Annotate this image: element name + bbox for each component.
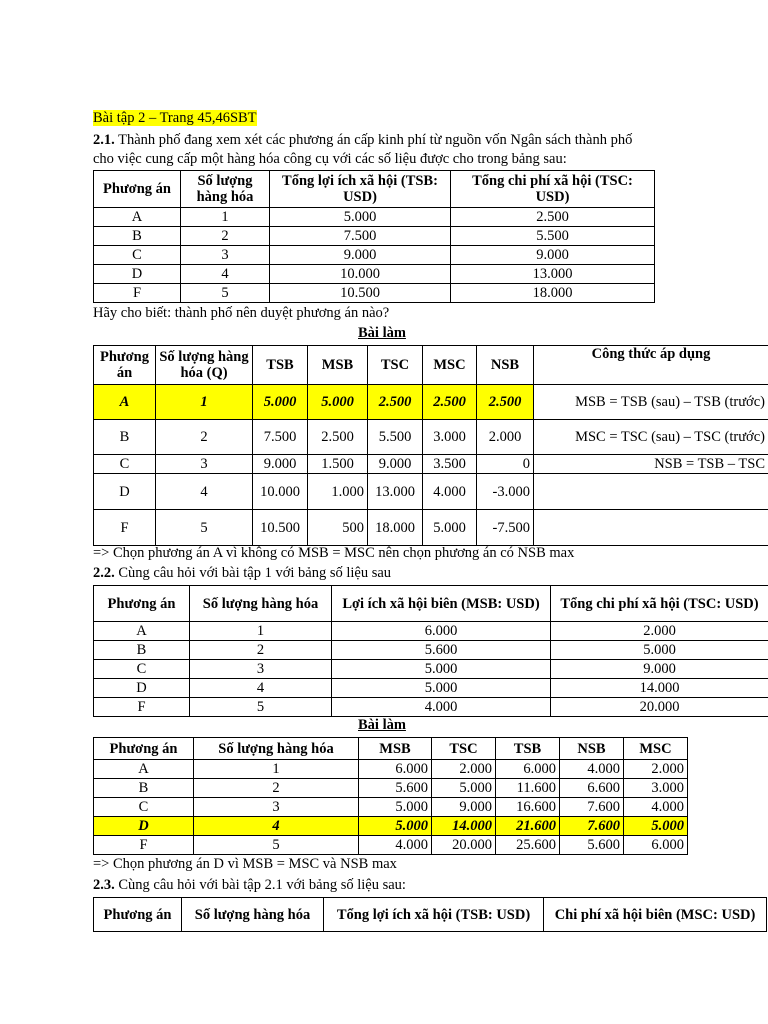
- table-cell: C: [94, 660, 190, 679]
- col-header: Số lượng hàng hóa: [194, 738, 359, 760]
- col-header: Công thức áp dụng: [534, 346, 768, 385]
- table-cell: 5.600: [560, 836, 624, 855]
- table-cell: 5.000: [359, 817, 432, 836]
- table-cell: 18.000: [451, 284, 655, 303]
- table-cell: 9.000: [551, 660, 768, 679]
- table-row: [94, 698, 768, 717]
- table-row: [94, 227, 655, 246]
- col-header: MSC: [423, 346, 477, 385]
- table-row: [94, 798, 688, 817]
- table-cell: 13.000: [368, 474, 423, 510]
- table-cell: A: [94, 760, 194, 779]
- table-cell: 4: [194, 817, 359, 836]
- table-2-3-data: [93, 897, 767, 932]
- col-header: Số lượng hàng hóa (Q): [156, 346, 253, 385]
- table-cell: 1.500: [308, 455, 368, 474]
- solution-heading-1: Bài làm: [358, 325, 406, 341]
- table-cell: F: [94, 836, 194, 855]
- table-cell: 9.000: [253, 455, 308, 474]
- table-cell: 10.500: [270, 284, 451, 303]
- table-cell: A: [94, 385, 156, 420]
- table-cell: 2.500: [451, 208, 655, 227]
- table-cell: D: [94, 265, 181, 284]
- table-cell: D: [94, 817, 194, 836]
- table-cell: 2.000: [432, 760, 496, 779]
- table-cell: 9.000: [368, 455, 423, 474]
- table-cell: 5.000: [624, 817, 688, 836]
- col-header: TSC: [432, 738, 496, 760]
- table-cell: 2.500: [423, 385, 477, 420]
- col-header: NSB: [477, 346, 534, 385]
- table-row: [94, 455, 768, 474]
- table-cell: B: [94, 779, 194, 798]
- paragraph-2-1: 2.1. Thành phố đang xem xét các phương án cấp kinh phí từ nguồn vốn Ngân sách thành phố: [93, 132, 633, 148]
- table-cell: 6.000: [332, 622, 551, 641]
- table-cell: 21.600: [496, 817, 560, 836]
- table-cell: 14.000: [551, 679, 768, 698]
- table-cell: 4: [156, 474, 253, 510]
- table-row: [94, 284, 655, 303]
- col-header: MSC: [624, 738, 688, 760]
- table-cell: 1: [194, 760, 359, 779]
- table-cell: 1: [181, 208, 270, 227]
- paragraph-2-2: 2.2. Cùng câu hỏi với bài tập 1 với bảng số liệu sau: [93, 565, 392, 581]
- table-cell: [534, 510, 768, 546]
- table-cell: [534, 474, 768, 510]
- table-cell: 6.000: [496, 760, 560, 779]
- col-header: Phương án: [94, 898, 182, 932]
- table-cell: 9.000: [270, 246, 451, 265]
- table-cell: 5.000: [332, 660, 551, 679]
- table-cell: 10.000: [253, 474, 308, 510]
- table-cell: 1: [190, 622, 332, 641]
- table-cell: 3: [194, 798, 359, 817]
- table-cell: 7.600: [560, 817, 624, 836]
- table-cell: A: [94, 208, 181, 227]
- table-cell: 3.500: [423, 455, 477, 474]
- table-cell: 5.000: [270, 208, 451, 227]
- table-cell: MSC = TSC (sau) – TSC (trước): [534, 420, 768, 455]
- table-cell: 2.500: [477, 385, 534, 420]
- table-cell: 500: [308, 510, 368, 546]
- table-cell: 4: [190, 679, 332, 698]
- table-cell: 2: [156, 420, 253, 455]
- col-header: TSB: [253, 346, 308, 385]
- col-header: MSB: [359, 738, 432, 760]
- table-cell: 5.600: [359, 779, 432, 798]
- table-cell: 4.000: [624, 798, 688, 817]
- table-cell: 9.000: [432, 798, 496, 817]
- table-cell: 5.000: [359, 798, 432, 817]
- table-cell: 0: [477, 455, 534, 474]
- col-header: TSC: [368, 346, 423, 385]
- table-cell: F: [94, 510, 156, 546]
- table-cell: 5.500: [451, 227, 655, 246]
- paragraph-2-1-cont: cho việc cung cấp một hàng hóa công cụ với các số liệu được cho trong bảng sau:: [93, 151, 567, 167]
- col-header: MSB: [308, 346, 368, 385]
- question-text: Hãy cho biết: thành phố nên duyệt phương án nào?: [93, 305, 390, 321]
- table-cell: 5.500: [368, 420, 423, 455]
- table-row: [94, 836, 688, 855]
- table-cell: -3.000: [477, 474, 534, 510]
- table-cell: 3: [190, 660, 332, 679]
- table-cell: 3: [156, 455, 253, 474]
- paragraph-2-3: 2.3. Cùng câu hỏi với bài tập 2.1 với bảng số liệu sau:: [93, 877, 406, 893]
- table-cell: NSB = TSB – TSC: [534, 455, 768, 474]
- col-header: Tổng lợi ích xã hội (TSB: USD): [270, 171, 451, 208]
- table-cell: 5.000: [308, 385, 368, 420]
- col-header: Số lượng hàng hóa: [181, 171, 270, 208]
- table-cell: 4.000: [332, 698, 551, 717]
- table-cell: 3.000: [423, 420, 477, 455]
- table-cell: 1.000: [308, 474, 368, 510]
- table-cell: B: [94, 227, 181, 246]
- table-cell: 5.000: [332, 679, 551, 698]
- table-cell: 11.600: [496, 779, 560, 798]
- table-cell: 6.600: [560, 779, 624, 798]
- table-row: [94, 510, 768, 546]
- table-cell: 1: [156, 385, 253, 420]
- table-cell: 16.600: [496, 798, 560, 817]
- col-header: Phương án: [94, 586, 190, 622]
- table-cell: 4.000: [560, 760, 624, 779]
- col-header: Số lượng hàng hóa: [190, 586, 332, 622]
- table-cell: 2.500: [308, 420, 368, 455]
- table-cell: 4.000: [423, 474, 477, 510]
- table-row: [94, 246, 655, 265]
- table-cell: 2.500: [368, 385, 423, 420]
- exercise-title: Bài tập 2 – Trang 45,46SBT: [93, 110, 257, 126]
- table-row: [94, 265, 655, 284]
- table-cell: 2.000: [551, 622, 768, 641]
- table-cell: 3.000: [624, 779, 688, 798]
- table-cell: 10.500: [253, 510, 308, 546]
- table-cell: 7.500: [253, 420, 308, 455]
- table-row: [94, 660, 768, 679]
- col-header: Lợi ích xã hội biên (MSB: USD): [332, 586, 551, 622]
- col-header: Tổng chi phí xã hội (TSC: USD): [451, 171, 655, 208]
- table-cell: 6.000: [624, 836, 688, 855]
- table-cell: 7.500: [270, 227, 451, 246]
- table-row: [94, 760, 688, 779]
- table-row: [94, 474, 768, 510]
- col-header: TSB: [496, 738, 560, 760]
- table-cell: 5.000: [551, 641, 768, 660]
- table-cell: 9.000: [451, 246, 655, 265]
- table-cell: D: [94, 679, 190, 698]
- table-cell: F: [94, 698, 190, 717]
- table-cell: 20.000: [432, 836, 496, 855]
- table-cell: 2: [181, 227, 270, 246]
- table-cell: 4.000: [359, 836, 432, 855]
- table-2-1-data: [93, 170, 655, 303]
- table-cell: 5: [190, 698, 332, 717]
- table-cell: B: [94, 420, 156, 455]
- conclusion-2-2: => Chọn phương án D vì MSB = MSC và NSB max: [93, 856, 397, 872]
- table-cell: 18.000: [368, 510, 423, 546]
- table-cell: 2.000: [624, 760, 688, 779]
- col-header: Phương án: [94, 346, 156, 385]
- table-2-2-data: [93, 585, 768, 717]
- col-header: NSB: [560, 738, 624, 760]
- table-cell: C: [94, 798, 194, 817]
- table-cell: 14.000: [432, 817, 496, 836]
- table-row: [94, 679, 768, 698]
- table-cell: 4: [181, 265, 270, 284]
- table-cell: 5: [194, 836, 359, 855]
- table-cell: 5.000: [432, 779, 496, 798]
- table-cell: 2: [194, 779, 359, 798]
- table-row-selected: [94, 817, 688, 836]
- table-cell: -7.500: [477, 510, 534, 546]
- table-2-1-solution: [93, 345, 768, 546]
- table-row: [94, 208, 655, 227]
- table-row: [94, 420, 768, 455]
- table-cell: C: [94, 246, 181, 265]
- solution-heading-2: Bài làm: [358, 717, 406, 733]
- table-cell: 5.000: [423, 510, 477, 546]
- table-cell: 6.000: [359, 760, 432, 779]
- table-cell: 5: [156, 510, 253, 546]
- col-header: Tổng chi phí xã hội (TSC: USD): [551, 586, 768, 622]
- table-row: [94, 641, 768, 660]
- table-cell: A: [94, 622, 190, 641]
- table-2-2-solution: [93, 737, 688, 855]
- table-row: [94, 622, 768, 641]
- table-cell: 7.600: [560, 798, 624, 817]
- table-cell: 5.000: [253, 385, 308, 420]
- table-row-selected: [94, 385, 768, 420]
- col-header: Tổng lợi ích xã hội (TSB: USD): [324, 898, 544, 932]
- table-row: [94, 779, 688, 798]
- table-cell: 20.000: [551, 698, 768, 717]
- table-cell: 2.000: [477, 420, 534, 455]
- table-cell: B: [94, 641, 190, 660]
- table-cell: 5: [181, 284, 270, 303]
- col-header: Số lượng hàng hóa: [182, 898, 324, 932]
- table-cell: 3: [181, 246, 270, 265]
- col-header: Chi phí xã hội biên (MSC: USD): [544, 898, 767, 932]
- col-header: Phương án: [94, 738, 194, 760]
- table-cell: 5.600: [332, 641, 551, 660]
- col-header: Phương án: [94, 171, 181, 208]
- table-cell: 10.000: [270, 265, 451, 284]
- table-cell: 2: [190, 641, 332, 660]
- table-cell: 25.600: [496, 836, 560, 855]
- table-cell: 13.000: [451, 265, 655, 284]
- conclusion-2-1: => Chọn phương án A vì không có MSB = MSC nên chọn phương án có NSB max: [93, 545, 575, 561]
- table-cell: C: [94, 455, 156, 474]
- table-cell: F: [94, 284, 181, 303]
- table-cell: D: [94, 474, 156, 510]
- table-cell: MSB = TSB (sau) – TSB (trước): [534, 385, 768, 420]
